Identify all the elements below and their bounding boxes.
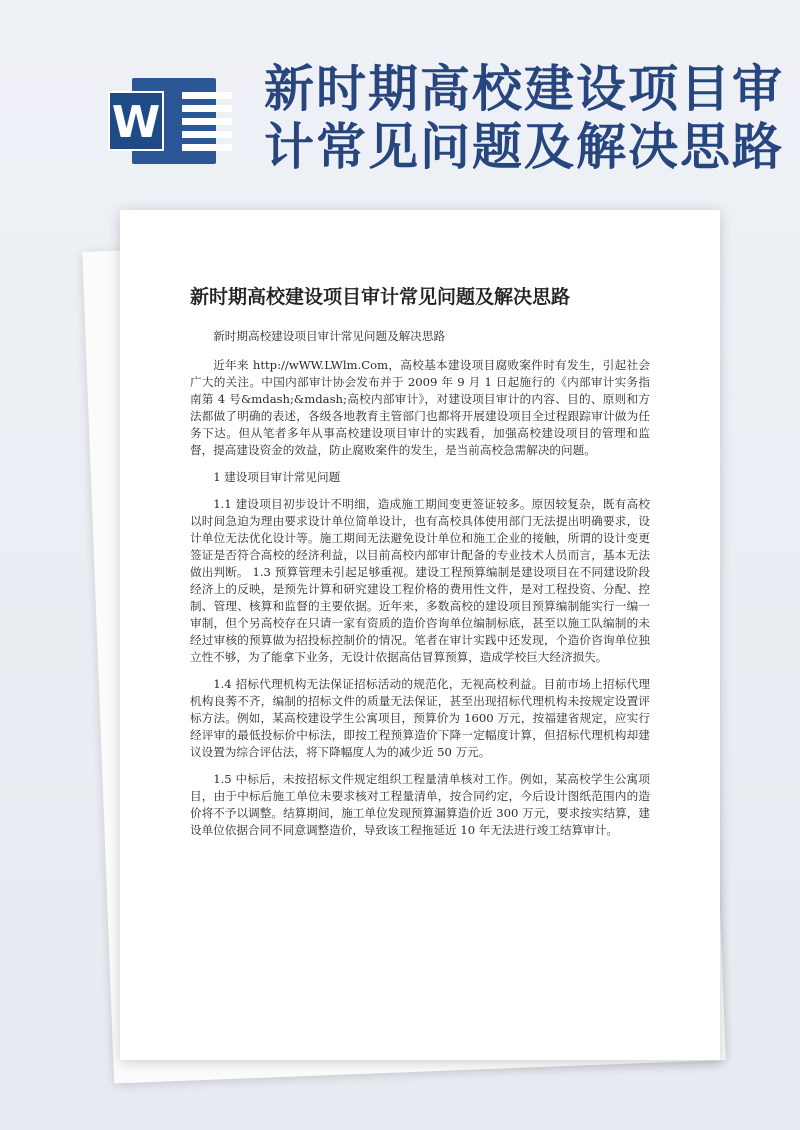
word-icon-line — [182, 118, 232, 125]
page-title: 新时期高校建设项目审计常见问题及解决思路 — [264, 60, 784, 176]
word-icon-line — [182, 131, 232, 138]
paragraph-1-5: 1.5 中标后，未按招标文件规定组织工程量清单核对工作。例如，某高校学生公寓项目，由于中标后施工单位未要求核对工程量清单，按合同约定，今后设计图纸范围内的造价将不予以调整。结算期间，施工单位发现预算漏算造价近 300 万元，要求按实结算，建设单位依据合同不同意调整造价，导致该工程拖延近 10 年无法进行竣工结算审计。 — [190, 772, 650, 837]
word-icon-letter: W — [108, 91, 164, 151]
document-page — [120, 210, 720, 1060]
header-banner — [0, 0, 800, 200]
word-icon-line — [182, 92, 232, 99]
document-title: 新时期高校建设项目审计常见问题及解决思路 — [190, 286, 571, 308]
document-body — [190, 328, 650, 849]
word-icon-line — [182, 105, 232, 112]
paragraph-1-1: 1.1 建设项目初步设计不明细，造成施工期间变更签证较多。原因较复杂，既有高校以时间急迫为理由要求设计单位简单设计，也有高校具体使用部门无法提出明确要求，设计单位无法优化设计等。施工期间无法避免设计单位和施工企业的接触，所谓的设计变更签证是否符合高校的经济利益，以目前高校内部审计配备的专业技术人员而言，基本无法做出判断。 1.3 预算管理未引起足够重视。建设工程预算编制是建设项目在不同建设阶段经济上的反映，是预先计算和研究建设工程价格的费用性文件，是对工程投资、分配、控制、管理、核算和监督的主要依据。近年来，多数高校的建设项目预算编制能实行一编一审制，但个另高校存在只请一家有资质的造价咨询单位编制标底，甚至以施工队编制的未经过审核的预算做为招投标控制价的情况。笔者在审计实践中还发现，个造价咨询单位独立性不够，为了能拿下业务，无设计依据高估冒算预算，造成学校巨大经济损失。 — [190, 497, 650, 664]
section-heading: 1 建设项目审计常见问题 — [213, 470, 341, 484]
document-subtitle: 新时期高校建设项目审计常见问题及解决思路 — [213, 329, 446, 343]
word-document-icon — [108, 78, 216, 164]
word-icon-line — [182, 144, 232, 151]
paragraph-1-4: 1.4 招标代理机构无法保证招标活动的规范化，无视高校利益。目前市场上招标代理机构良莠不齐，编制的招标文件的质量无法保证，甚至出现招标代理机构未按规定设置评标方法。例如，某高校建设学生公寓项目，预算价为 1600 万元，按福建省规定，应实行经评审的最低投标价中标法，即按工程预算造价下降一定幅度计算，但招标代理机构却建议设置为综合评估法，将下降幅度人为的减少近 50 万元。 — [190, 677, 650, 759]
paragraph-intro: 近年来 http://wWW.LWlm.Com，高校基本建设项目腐败案件时有发生，引起社会广大的关注。中国内部审计协会发布并于 2009 年 9 月 1 日起施行的《内部审计实务指南第 4 号&mdash;&mdash;高校内部审计》，对建设项目审计的内容、目的、原则和方法都做了明确的表述，各级各地教育主管部门也都将开展建设项目全过程跟踪审计做为任务下达。但从笔者多年从事高校建设项目审计的实践看，加强高校建设项目的管理和监督，提高建设资金的效益，防止腐败案件的发生，是当前高校急需解决的问题。 — [190, 358, 650, 457]
